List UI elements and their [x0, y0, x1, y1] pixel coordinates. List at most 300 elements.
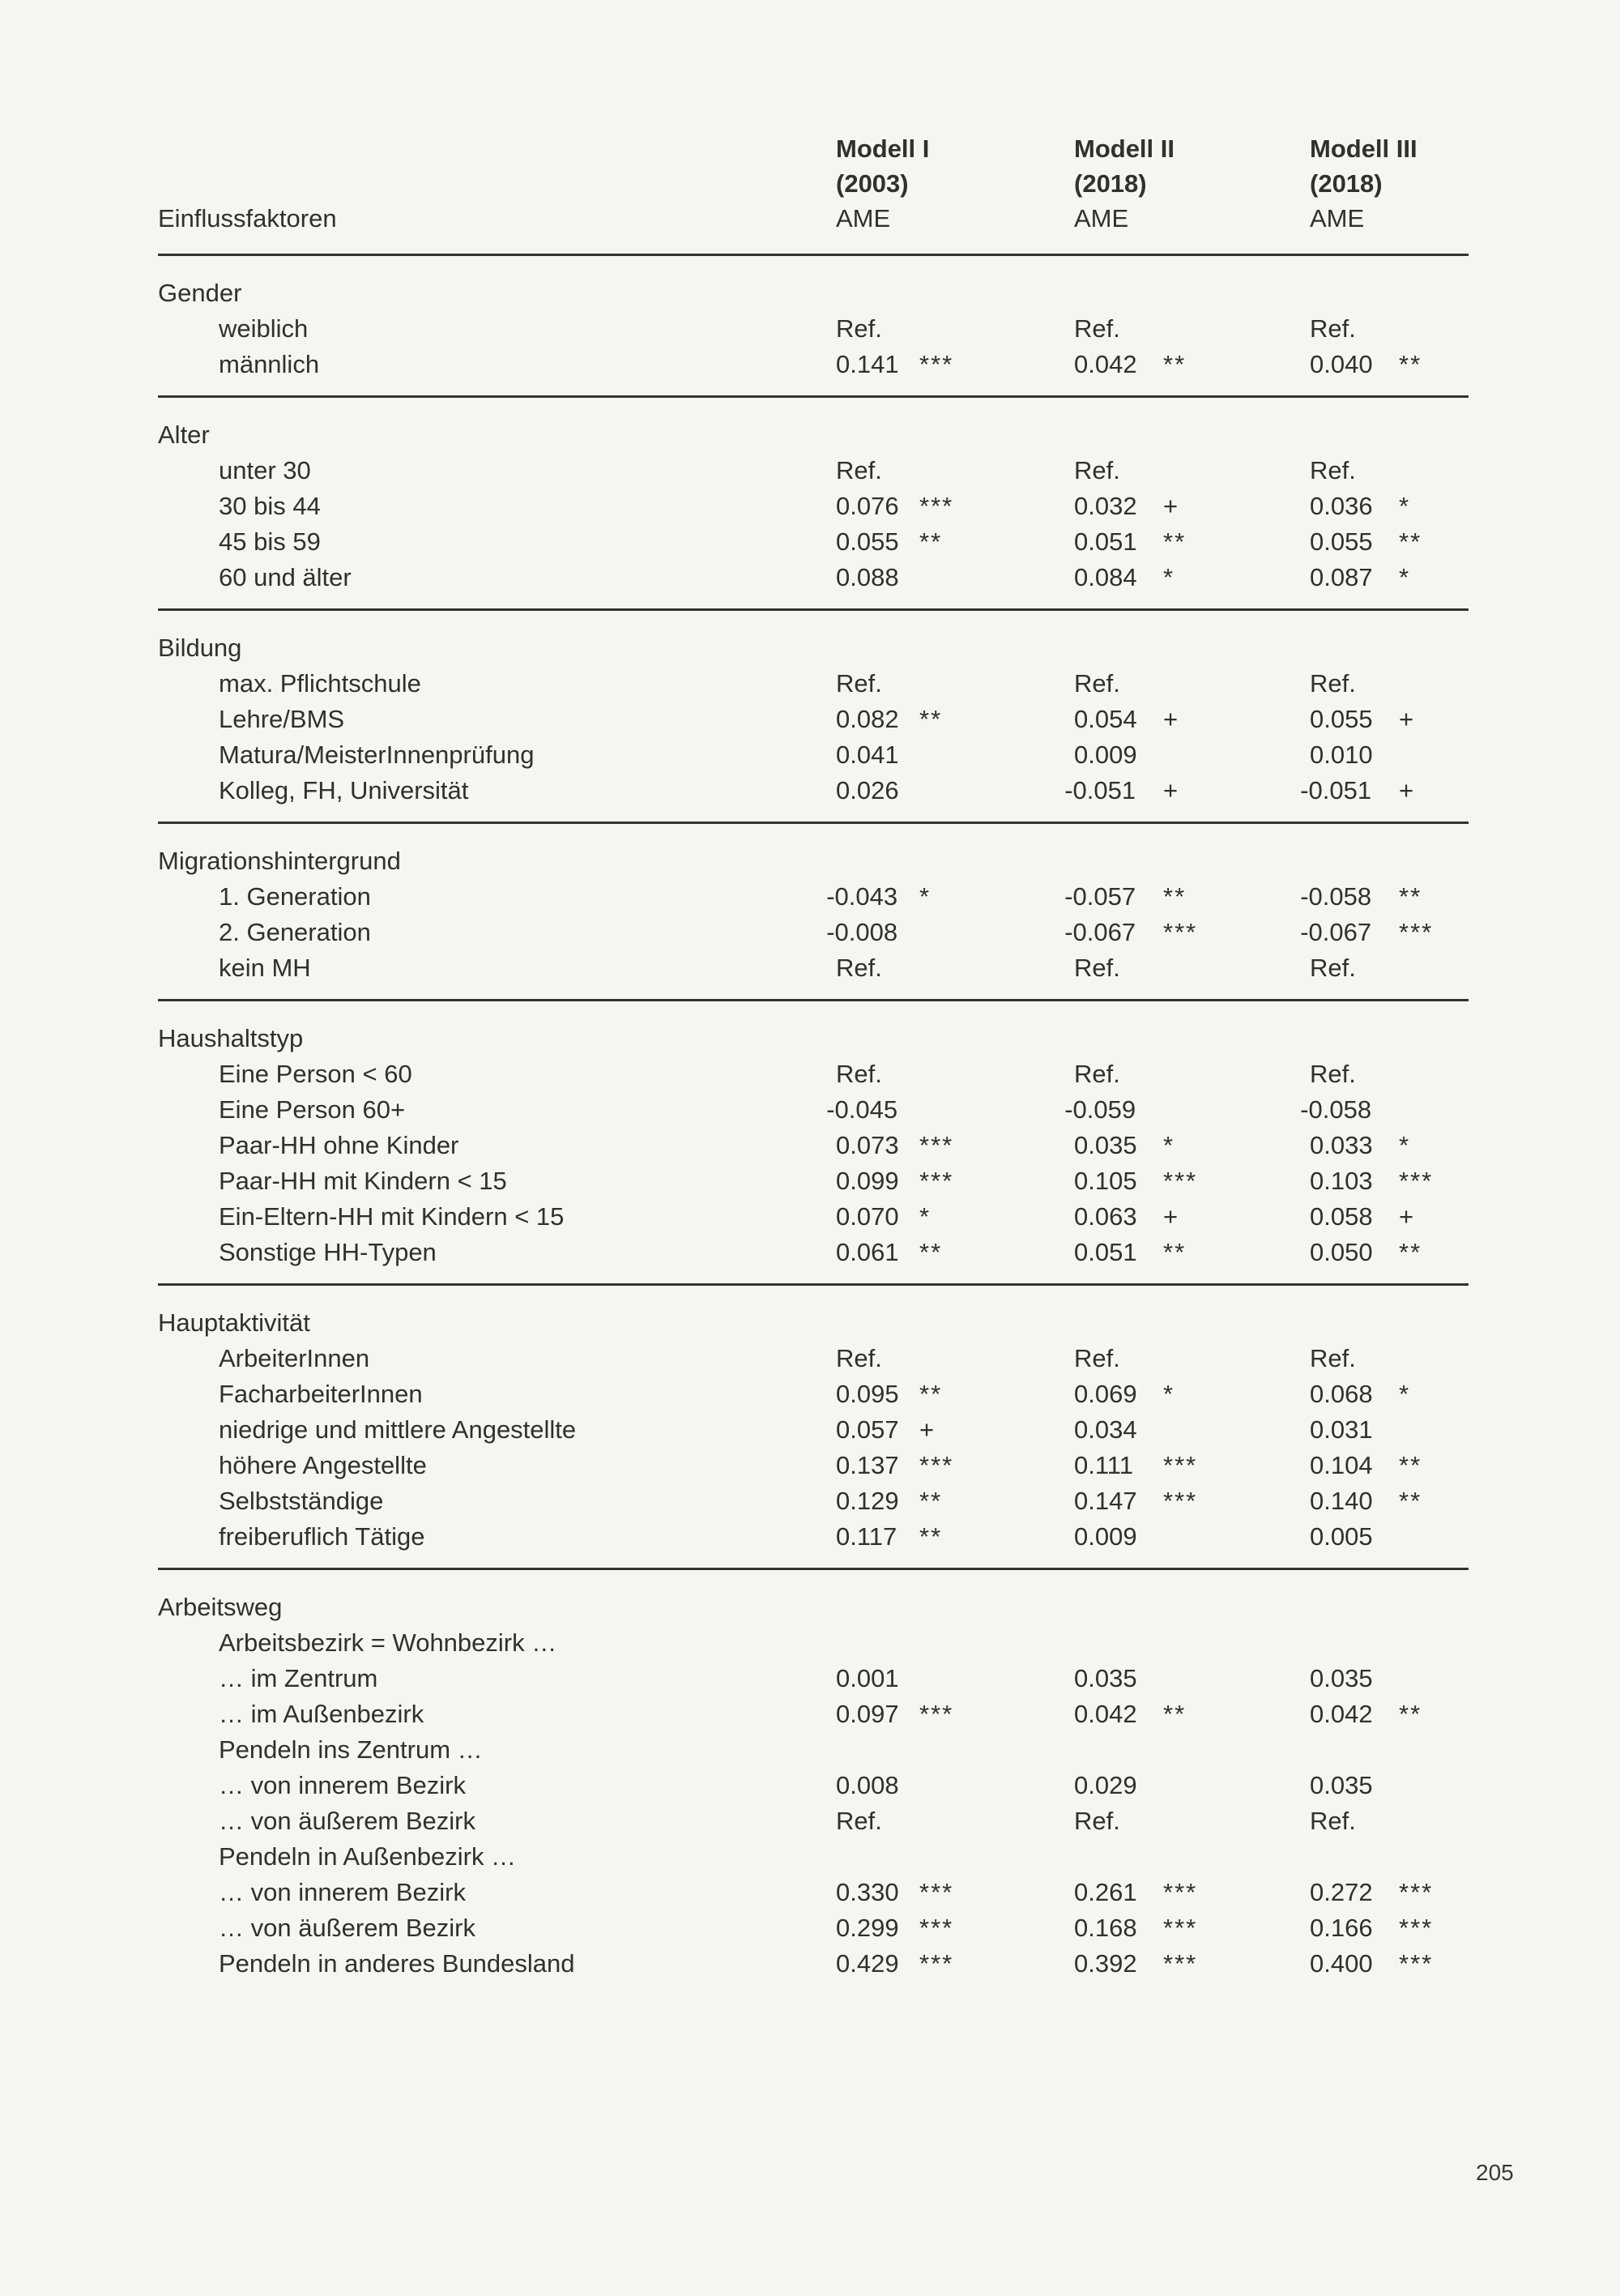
value-model-2: 0.168: [1074, 1914, 1137, 1942]
column-header-model-1: [836, 131, 1074, 236]
row-label: Pendeln in Außenbezirk …: [219, 1842, 517, 1871]
value-model-3: 0.005: [1310, 1522, 1373, 1551]
significance-model-3: [1399, 950, 1469, 986]
significance-model-2: [1163, 1341, 1310, 1376]
value-model-2: 0.147: [1074, 1487, 1137, 1515]
value-model-1: 0.061: [836, 1238, 899, 1266]
significance-model-3: [1399, 1625, 1469, 1661]
value-model-2: Ref.: [1074, 1807, 1120, 1835]
value-model-3: [1310, 1625, 1399, 1661]
significance-model-1: [919, 311, 1074, 347]
significance-model-1: [919, 666, 1074, 702]
row-label: Lehre/BMS: [219, 705, 345, 733]
section-gender: [158, 254, 1469, 395]
row-label: Selbstständige: [219, 1487, 384, 1515]
value-model-3: -0.051: [1300, 776, 1372, 804]
significance-model-3: *: [1399, 492, 1411, 520]
value-model-2: Ref.: [1074, 1344, 1120, 1372]
significance-model-2: +: [1163, 705, 1180, 733]
value-model-3: [1310, 1839, 1399, 1875]
value-model-2: 0.084: [1074, 563, 1137, 591]
value-model-3: 0.055: [1310, 527, 1373, 556]
value-model-2: Ref.: [1074, 314, 1120, 343]
significance-model-2: ***: [1163, 1167, 1198, 1195]
value-model-2: 0.105: [1074, 1167, 1137, 1195]
table-row: [158, 1199, 1469, 1235]
row-label: Sonstige HH-Typen: [219, 1238, 437, 1266]
row-label: max. Pflichtschule: [219, 669, 421, 698]
significance-model-1: [919, 1768, 1074, 1803]
value-model-3: 0.033: [1310, 1131, 1373, 1159]
row-label: 60 und älter: [219, 563, 352, 591]
value-model-3: Ref.: [1310, 1807, 1356, 1835]
row-label: Matura/MeisterInnenprüfung: [219, 740, 535, 769]
value-model-3: 0.140: [1310, 1487, 1373, 1515]
row-label: höhere Angestellte: [219, 1451, 427, 1479]
value-model-3: 0.036: [1310, 492, 1373, 520]
significance-model-2: [1163, 1092, 1310, 1128]
value-model-3: Ref.: [1310, 314, 1356, 343]
significance-model-3: *: [1399, 563, 1411, 591]
table-row: [158, 773, 1469, 809]
significance-model-3: ***: [1399, 1878, 1434, 1906]
significance-model-1: **: [919, 1238, 943, 1266]
value-model-1: [836, 1732, 919, 1768]
significance-model-2: [1163, 1519, 1310, 1555]
table-row: [158, 311, 1469, 347]
significance-model-1: [919, 453, 1074, 489]
table-row: [158, 1056, 1469, 1092]
significance-model-2: **: [1163, 1238, 1187, 1266]
section-title: Bildung: [158, 634, 242, 662]
significance-model-1: [919, 1661, 1074, 1696]
table-row: [158, 1732, 1469, 1768]
table-row: [158, 453, 1469, 489]
table-row: [158, 915, 1469, 950]
significance-model-3: ***: [1399, 1949, 1434, 1978]
value-model-1: 0.088: [836, 563, 899, 591]
significance-model-2: *: [1163, 1131, 1175, 1159]
significance-model-3: ***: [1399, 1914, 1434, 1942]
section-bildung: [158, 608, 1469, 822]
table-row: [158, 347, 1469, 382]
value-model-1: Ref.: [836, 1060, 882, 1088]
row-label: … im Zentrum: [219, 1664, 378, 1692]
value-model-3: 0.068: [1310, 1380, 1373, 1408]
column-header-model-3: [1310, 131, 1469, 236]
value-model-3: 0.040: [1310, 350, 1373, 378]
significance-model-1: +: [919, 1415, 936, 1444]
significance-model-2: [1163, 1803, 1310, 1839]
value-model-2: -0.067: [1064, 918, 1136, 946]
significance-model-2: [1163, 1768, 1310, 1803]
significance-model-3: **: [1399, 1487, 1422, 1515]
value-model-1: 0.082: [836, 705, 899, 733]
significance-model-1: ***: [919, 1949, 954, 1978]
section-title: Alter: [158, 420, 210, 449]
significance-model-3: [1399, 1803, 1469, 1839]
value-model-3: Ref.: [1310, 1060, 1356, 1088]
value-model-1: [836, 1625, 919, 1661]
significance-model-2: [1163, 737, 1310, 773]
value-model-3: -0.067: [1300, 918, 1372, 946]
value-model-2: 0.261: [1074, 1878, 1137, 1906]
row-label: niedrige und mittlere Angestellte: [219, 1415, 577, 1444]
significance-model-1: *: [919, 1202, 932, 1231]
significance-model-1: [919, 915, 1074, 950]
significance-model-2: [1163, 1056, 1310, 1092]
value-model-1: 0.137: [836, 1451, 899, 1479]
row-header-label: Einflussfaktoren: [158, 204, 337, 233]
row-label: Eine Person 60+: [219, 1095, 406, 1124]
significance-model-3: [1399, 1732, 1469, 1768]
value-model-2: [1074, 1839, 1163, 1875]
table-row: [158, 524, 1469, 560]
table-row: [158, 1519, 1469, 1555]
value-model-3: 0.050: [1310, 1238, 1373, 1266]
value-model-1: Ref.: [836, 1344, 882, 1372]
significance-model-2: [1163, 1732, 1310, 1768]
row-label: freiberuflich Tätige: [219, 1522, 425, 1551]
significance-model-2: [1163, 311, 1310, 347]
row-label: kein MH: [219, 954, 311, 982]
value-model-3: -0.058: [1300, 882, 1372, 911]
row-label: Paar-HH ohne Kinder: [219, 1131, 459, 1159]
significance-model-1: ***: [919, 1167, 954, 1195]
significance-model-2: ***: [1163, 1878, 1198, 1906]
value-model-1: 0.041: [836, 740, 899, 769]
value-model-2: -0.051: [1064, 776, 1136, 804]
row-label: … von äußerem Bezirk: [219, 1807, 475, 1835]
significance-model-1: [919, 1341, 1074, 1376]
value-model-3: 0.103: [1310, 1167, 1373, 1195]
model-1-measure: AME: [836, 204, 891, 233]
value-model-2: 0.051: [1074, 1238, 1137, 1266]
value-model-3: 0.031: [1310, 1415, 1373, 1444]
row-label: … im Außenbezirk: [219, 1700, 424, 1728]
table-row: [158, 879, 1469, 915]
value-model-2: 0.051: [1074, 527, 1137, 556]
value-model-2: Ref.: [1074, 1060, 1120, 1088]
value-model-3: 0.035: [1310, 1664, 1373, 1692]
table-row: [158, 1448, 1469, 1483]
table-row: [158, 1163, 1469, 1199]
results-table: [158, 131, 1469, 1995]
table-row: [158, 1875, 1469, 1910]
value-model-2: 0.032: [1074, 492, 1137, 520]
significance-model-2: +: [1163, 492, 1180, 520]
significance-model-3: [1399, 737, 1469, 773]
value-model-1: 0.001: [836, 1664, 899, 1692]
table-header: [158, 131, 1469, 254]
value-model-1: 0.095: [836, 1380, 899, 1408]
section-alter: [158, 395, 1469, 608]
value-model-1: 0.076: [836, 492, 899, 520]
row-label: unter 30: [219, 456, 311, 484]
row-label: Pendeln in anderes Bundesland: [219, 1949, 575, 1978]
table-row: [158, 1483, 1469, 1519]
table-row: [158, 1946, 1469, 1982]
value-model-3: Ref.: [1310, 1344, 1356, 1372]
significance-model-2: ***: [1163, 1914, 1198, 1942]
significance-model-3: +: [1399, 776, 1416, 804]
table-row: [158, 666, 1469, 702]
value-model-2: 0.035: [1074, 1664, 1137, 1692]
value-model-1: Ref.: [836, 1807, 882, 1835]
model-2-measure: AME: [1074, 204, 1129, 233]
significance-model-1: ***: [919, 1131, 954, 1159]
table-row: [158, 950, 1469, 986]
significance-model-3: *: [1399, 1380, 1411, 1408]
row-label: … von innerem Bezirk: [219, 1878, 466, 1906]
row-label: 1. Generation: [219, 882, 371, 911]
value-model-3: 0.400: [1310, 1949, 1373, 1978]
value-model-1: 0.429: [836, 1949, 899, 1978]
value-model-3: Ref.: [1310, 456, 1356, 484]
model-3-measure: AME: [1310, 204, 1365, 233]
value-model-2: 0.009: [1074, 740, 1137, 769]
value-model-1: Ref.: [836, 954, 882, 982]
value-model-1: 0.055: [836, 527, 899, 556]
significance-model-2: **: [1163, 1700, 1187, 1728]
table-row: [158, 489, 1469, 524]
section-title: Haushaltstyp: [158, 1024, 304, 1052]
significance-model-3: +: [1399, 1202, 1416, 1231]
value-model-2: 0.063: [1074, 1202, 1137, 1231]
table-row: [158, 1696, 1469, 1732]
value-model-2: 0.042: [1074, 1700, 1137, 1728]
section-title: Arbeitsweg: [158, 1593, 283, 1621]
significance-model-2: [1163, 666, 1310, 702]
table-row: [158, 1839, 1469, 1875]
significance-model-2: ***: [1163, 1949, 1198, 1978]
significance-model-3: [1399, 1839, 1469, 1875]
value-model-2: 0.035: [1074, 1131, 1137, 1159]
model-1-year: (2003): [836, 169, 909, 198]
row-label: Arbeitsbezirk = Wohnbezirk …: [219, 1628, 557, 1657]
row-label: ArbeiterInnen: [219, 1344, 370, 1372]
value-model-2: [1074, 1732, 1163, 1768]
value-model-1: -0.008: [826, 918, 898, 946]
value-model-1: 0.097: [836, 1700, 899, 1728]
row-label: FacharbeiterInnen: [219, 1380, 423, 1408]
value-model-2: Ref.: [1074, 456, 1120, 484]
model-3-name: Modell III: [1310, 134, 1418, 163]
significance-model-3: [1399, 453, 1469, 489]
significance-model-3: **: [1399, 1700, 1422, 1728]
significance-model-1: [919, 737, 1074, 773]
value-model-1: Ref.: [836, 456, 882, 484]
value-model-2: 0.029: [1074, 1771, 1137, 1799]
significance-model-3: **: [1399, 350, 1422, 378]
value-model-3: 0.058: [1310, 1202, 1373, 1231]
page-number: 205: [1476, 2160, 1514, 2185]
value-model-1: 0.070: [836, 1202, 899, 1231]
significance-model-1: ***: [919, 1700, 954, 1728]
table-row: [158, 1910, 1469, 1946]
significance-model-3: [1399, 666, 1469, 702]
significance-model-3: [1399, 1661, 1469, 1696]
value-model-3: 0.166: [1310, 1914, 1373, 1942]
significance-model-3: ***: [1399, 1167, 1434, 1195]
significance-model-2: [1163, 1839, 1310, 1875]
value-model-2: Ref.: [1074, 669, 1120, 698]
value-model-2: -0.057: [1064, 882, 1136, 911]
row-label: 30 bis 44: [219, 492, 321, 520]
value-model-3: 0.035: [1310, 1771, 1373, 1799]
significance-model-1: ***: [919, 1878, 954, 1906]
table-row: [158, 1376, 1469, 1412]
table-row: [158, 1803, 1469, 1839]
table-body: [158, 254, 1469, 1995]
row-label: Pendeln ins Zentrum …: [219, 1735, 483, 1764]
significance-model-1: [919, 1839, 1074, 1875]
significance-model-3: [1399, 311, 1469, 347]
significance-model-1: [919, 1092, 1074, 1128]
value-model-1: -0.043: [826, 882, 898, 911]
value-model-1: [836, 1839, 919, 1875]
value-model-1: 0.330: [836, 1878, 899, 1906]
value-model-2: 0.111: [1074, 1451, 1133, 1479]
significance-model-2: **: [1163, 350, 1187, 378]
value-model-2: 0.392: [1074, 1949, 1137, 1978]
significance-model-1: ***: [919, 492, 954, 520]
value-model-3: Ref.: [1310, 954, 1356, 982]
significance-model-2: +: [1163, 1202, 1180, 1231]
column-header-model-2: [1074, 131, 1310, 236]
value-model-2: [1074, 1625, 1163, 1661]
significance-model-3: [1399, 1092, 1469, 1128]
row-label: Kolleg, FH, Universität: [219, 776, 469, 804]
value-model-3: 0.087: [1310, 563, 1373, 591]
model-2-year: (2018): [1074, 169, 1147, 198]
row-label: Paar-HH mit Kindern < 15: [219, 1167, 507, 1195]
significance-model-1: **: [919, 705, 943, 733]
significance-model-1: **: [919, 1380, 943, 1408]
model-1-name: Modell I: [836, 134, 930, 163]
table-row: [158, 1128, 1469, 1163]
value-model-3: 0.010: [1310, 740, 1373, 769]
significance-model-2: ***: [1163, 1451, 1198, 1479]
row-label: 2. Generation: [219, 918, 371, 946]
value-model-2: 0.069: [1074, 1380, 1137, 1408]
significance-model-1: **: [919, 1487, 943, 1515]
table-row: [158, 1768, 1469, 1803]
significance-model-3: **: [1399, 1451, 1422, 1479]
section-title: Gender: [158, 279, 242, 307]
significance-model-1: [919, 1056, 1074, 1092]
significance-model-1: [919, 1732, 1074, 1768]
significance-model-1: ***: [919, 1914, 954, 1942]
significance-model-3: [1399, 1412, 1469, 1448]
row-label: 45 bis 59: [219, 527, 321, 556]
significance-model-2: *: [1163, 563, 1175, 591]
model-3-year: (2018): [1310, 169, 1383, 198]
value-model-3: 0.042: [1310, 1700, 1373, 1728]
significance-model-1: **: [919, 527, 943, 556]
row-label: weiblich: [219, 314, 309, 343]
significance-model-3: ***: [1399, 918, 1434, 946]
value-model-1: 0.099: [836, 1167, 899, 1195]
value-model-2: -0.059: [1064, 1095, 1136, 1124]
significance-model-3: **: [1399, 1238, 1422, 1266]
significance-model-1: [919, 1625, 1074, 1661]
row-label: … von innerem Bezirk: [219, 1771, 466, 1799]
value-model-1: 0.299: [836, 1914, 899, 1942]
value-model-2: 0.042: [1074, 350, 1137, 378]
model-2-name: Modell II: [1074, 134, 1174, 163]
value-model-1: -0.045: [826, 1095, 898, 1124]
row-label: Ein-Eltern-HH mit Kindern < 15: [219, 1202, 565, 1231]
table-row: [158, 737, 1469, 773]
significance-model-2: [1163, 1661, 1310, 1696]
significance-model-2: [1163, 950, 1310, 986]
section-title: Hauptaktivität: [158, 1308, 310, 1337]
row-label: männlich: [219, 350, 320, 378]
significance-model-2: +: [1163, 776, 1180, 804]
significance-model-2: [1163, 1412, 1310, 1448]
table-row: [158, 560, 1469, 595]
significance-model-3: +: [1399, 705, 1416, 733]
significance-model-2: [1163, 1625, 1310, 1661]
significance-model-2: **: [1163, 527, 1187, 556]
value-model-3: Ref.: [1310, 669, 1356, 698]
significance-model-2: [1163, 453, 1310, 489]
significance-model-3: **: [1399, 527, 1422, 556]
table-row: [158, 1412, 1469, 1448]
significance-model-1: ***: [919, 350, 954, 378]
value-model-2: 0.009: [1074, 1522, 1137, 1551]
value-model-1: 0.141: [836, 350, 899, 378]
significance-model-1: [919, 1803, 1074, 1839]
value-model-3: 0.272: [1310, 1878, 1373, 1906]
significance-model-1: [919, 560, 1074, 595]
value-model-3: 0.104: [1310, 1451, 1373, 1479]
value-model-1: 0.026: [836, 776, 899, 804]
section-migrationshintergrund: [158, 822, 1469, 999]
value-model-1: 0.008: [836, 1771, 899, 1799]
significance-model-3: [1399, 1519, 1469, 1555]
significance-model-3: **: [1399, 882, 1422, 911]
value-model-2: Ref.: [1074, 954, 1120, 982]
significance-model-2: ***: [1163, 1487, 1198, 1515]
value-model-2: 0.054: [1074, 705, 1137, 733]
significance-model-3: [1399, 1768, 1469, 1803]
table-row: [158, 1625, 1469, 1661]
value-model-2: 0.034: [1074, 1415, 1137, 1444]
significance-model-3: [1399, 1341, 1469, 1376]
value-model-1: 0.057: [836, 1415, 899, 1444]
value-model-1: 0.129: [836, 1487, 899, 1515]
significance-model-1: *: [919, 882, 932, 911]
row-label: Eine Person < 60: [219, 1060, 412, 1088]
significance-model-1: [919, 773, 1074, 809]
significance-model-1: [919, 950, 1074, 986]
significance-model-1: ***: [919, 1451, 954, 1479]
value-model-1: Ref.: [836, 314, 882, 343]
value-model-3: -0.058: [1300, 1095, 1372, 1124]
value-model-3: [1310, 1732, 1399, 1768]
table-row: [158, 1661, 1469, 1696]
value-model-1: Ref.: [836, 669, 882, 698]
significance-model-3: *: [1399, 1131, 1411, 1159]
significance-model-2: *: [1163, 1380, 1175, 1408]
section-hauptaktivit-t: [158, 1283, 1469, 1568]
section-arbeitsweg: [158, 1568, 1469, 1995]
table-row: [158, 1092, 1469, 1128]
value-model-3: 0.055: [1310, 705, 1373, 733]
value-model-1: 0.073: [836, 1131, 899, 1159]
